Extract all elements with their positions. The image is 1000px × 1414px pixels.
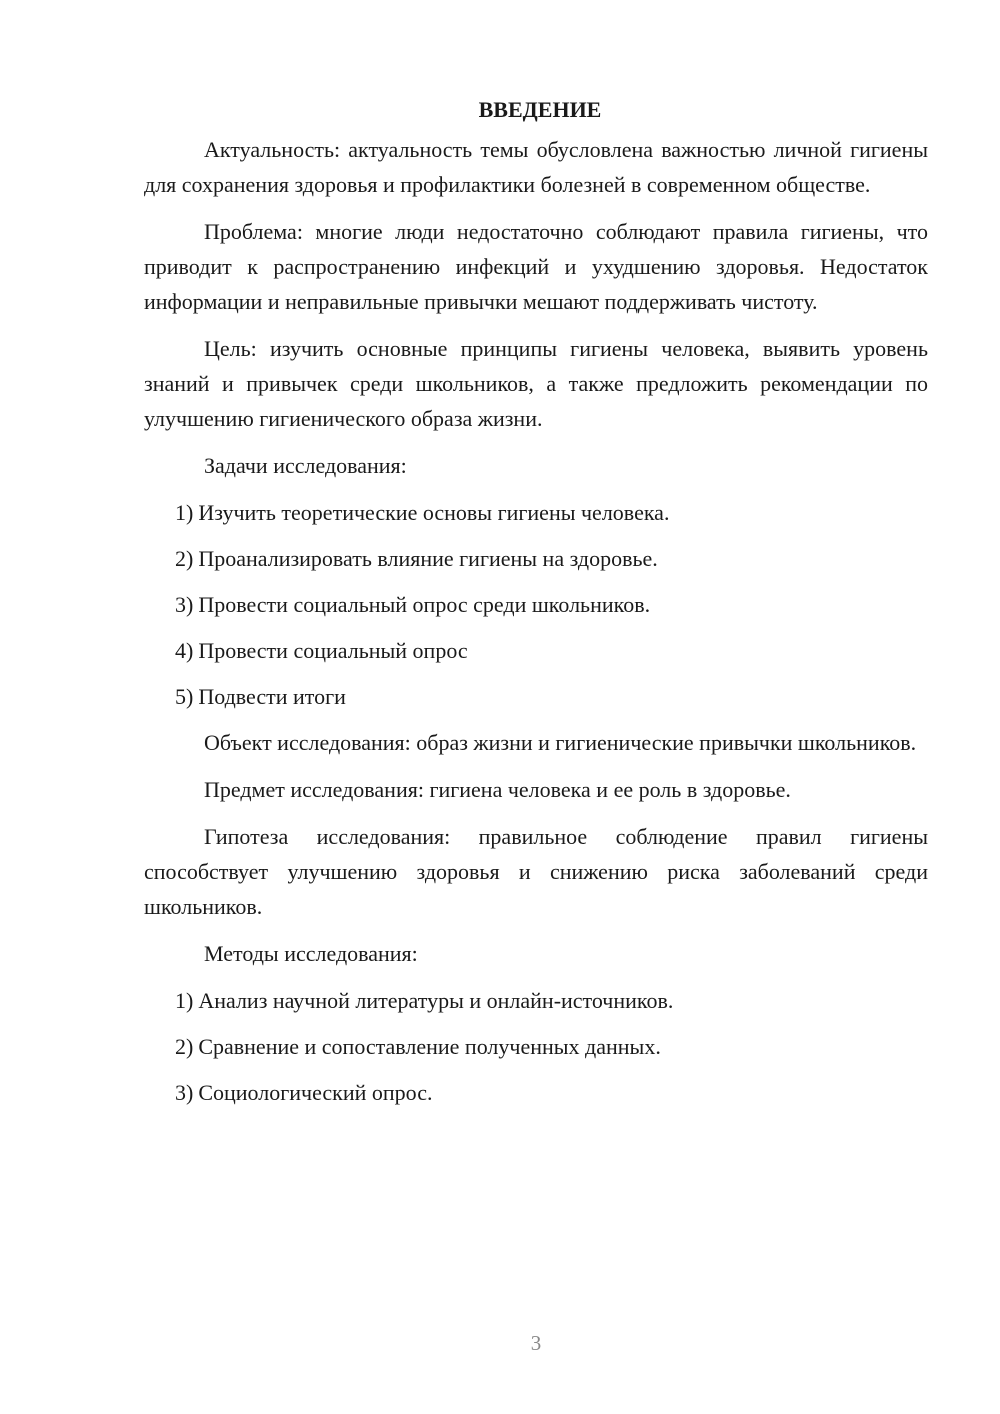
list-item (144, 983, 928, 1018)
list-item-text: Провести социальный опрос среди школьников. (198, 592, 651, 617)
list-item-number: 2) (175, 546, 194, 571)
tasks-heading: Задачи исследования: (204, 453, 407, 478)
list-item-text: Изучить теоретические основы гигиены человека. (198, 500, 670, 525)
subject-paragraph: Предмет исследования: гигиена человека и ее роль в здоровье. (204, 777, 791, 802)
list-item-number: 5) (175, 684, 194, 709)
page-number: 3 (530, 1331, 542, 1355)
problem-paragraph: Проблема: многие люди недостаточно соблюдают правила гигиены, что приводит к распространению инфекций и ухудшению здоровья. Недостаток информации и неправильные привычки мешают поддерживать чистоту. (144, 219, 928, 314)
tasks-list (144, 495, 928, 714)
methods-heading: Методы исследования: (204, 941, 418, 966)
relevance-paragraph: Актуальность: актуальность темы обусловлена важностью личной гигиены для сохранения здоровья и профилактики болезней в современном обществе. (144, 137, 928, 197)
list-item-text: Анализ научной литературы и онлайн-источников. (198, 988, 674, 1013)
list-item-text: Проанализировать влияние гигиены на здоровье. (198, 546, 658, 571)
list-item-number: 1) (175, 500, 194, 525)
methods-list (144, 983, 928, 1110)
list-item-number: 2) (175, 1034, 194, 1059)
list-item (144, 495, 928, 530)
list-item (144, 587, 928, 622)
list-item-text: Подвести итоги (198, 684, 346, 709)
list-item-text: Провести социальный опрос (198, 638, 468, 663)
list-item (144, 541, 928, 576)
list-item (144, 679, 928, 714)
list-item (144, 1075, 928, 1110)
page-content (144, 92, 928, 1121)
list-item-text: Социологический опрос. (198, 1080, 433, 1105)
goal-paragraph: Цель: изучить основные принципы гигиены человека, выявить уровень знаний и привычек среди школьников, а также предложить рекомендации по улучшению гигиенического образа жизни. (144, 336, 928, 431)
list-item-text: Сравнение и сопоставление полученных данных. (198, 1034, 661, 1059)
page-title: ВВЕДЕНИЕ (478, 97, 602, 122)
hypothesis-paragraph: Гипотеза исследования: правильное соблюдение правил гигиены способствует улучшению здоровья и снижению риска заболеваний среди школьников. (144, 824, 928, 919)
object-paragraph: Объект исследования: образ жизни и гигиенические привычки школьников. (204, 730, 917, 755)
list-item-number: 4) (175, 638, 194, 663)
list-item-number: 1) (175, 988, 194, 1013)
list-item (144, 1029, 928, 1064)
list-item-number: 3) (175, 1080, 194, 1105)
list-item (144, 633, 928, 668)
list-item-number: 3) (175, 592, 194, 617)
